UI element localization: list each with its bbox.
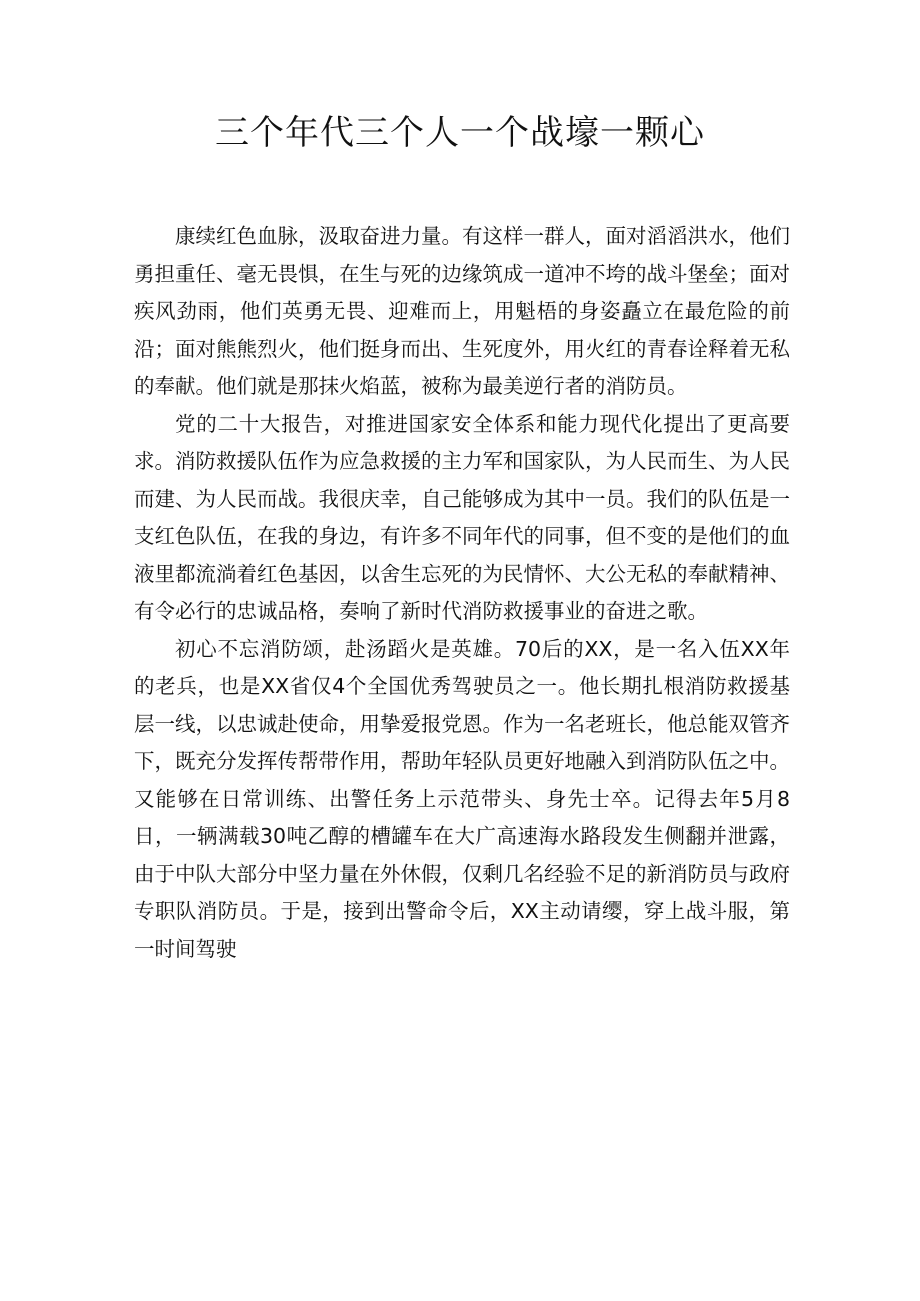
paragraph-1: 康续红色血脉，汲取奋进力量。有这样一群人，面对滔滔洪水，他们勇担重任、毫无畏惧，在生与死的边缘筑成一道冲不垮的战斗堡垒；面对疾风劲雨，他们英勇无畏、迎难而上，用魁梧的身姿矗立在最危险的前沿；面对熊熊烈火，他们挺身而出、生死度外，用火红的青春诠释着无私的奉献。他们就是那抹火焰蓝，被称为最美逆行者的消防员。 bbox=[134, 224, 790, 398]
document-title: 三个年代三个人一个战壕一颗心 bbox=[215, 113, 705, 153]
paragraph-3: 初心不忘消防颂，赴汤蹈火是英雄。70后的XX，是一名入伍XX年的老兵，也是XX省仅4个全国优秀驾驶员之一。他长期扎根消防救援基层一线，以忠诚赴使命，用挚爱报党恩。作为一名老班长，他总能双管齐下，既充分发挥传帮带作用，帮助年轻队员更好地融入到消防队伍之中。又能够在日常训练、出警任务上示范带头、身先士卒。记得去年5月8日，一辆满载30吨乙醇的槽罐车在大广高速海水路段发生侧翻并泄露，由于中队大部分中坚力量在外休假，仅剩几名经验不足的新消防员与政府专职队消防员。于是，接到出警命令后，XX主动请缨，穿上战斗服，第一时间驾驶 bbox=[134, 636, 790, 961]
paragraph-2: 党的二十大报告，对推进国家安全体系和能力现代化提出了更高要求。消防救援队伍作为应急救援的主力军和国家队，为人民而生、为人民而建、为人民而战。我很庆幸，自己能够成为其中一员。我们的队伍是一支红色队伍，在我的身边，有许多不同年代的同事，但不变的是他们的血液里都流淌着红色基因，以舍生忘死的为民情怀、大公无私的奉献精神、有令必行的忠诚品格，奏响了新时代消防救援事业的奋进之歌。 bbox=[134, 411, 790, 623]
document-body bbox=[134, 218, 790, 968]
